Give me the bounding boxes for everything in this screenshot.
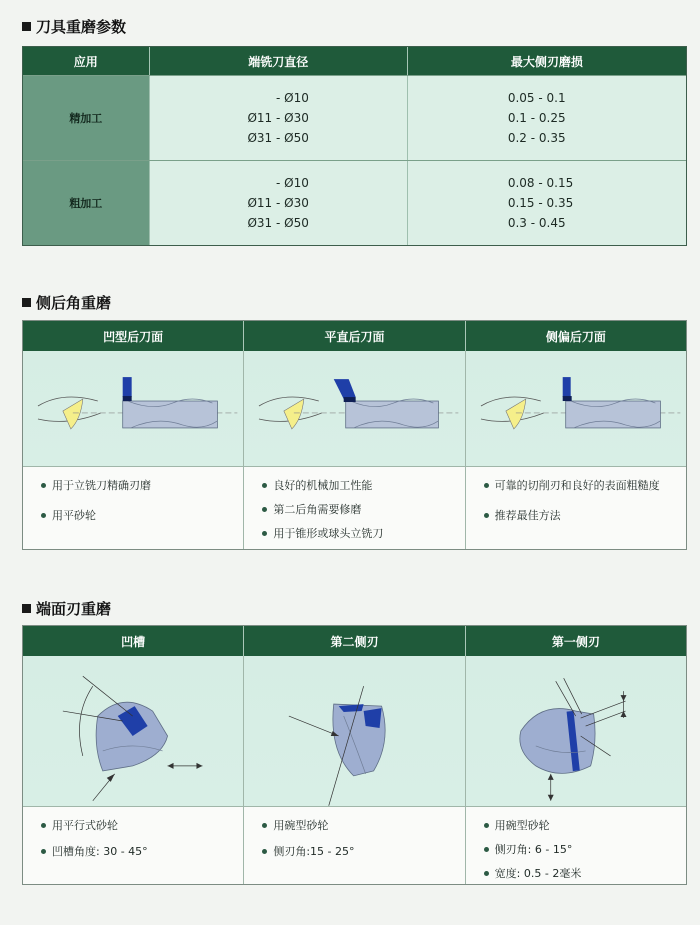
wear-value: 0.08 - 0.15 xyxy=(507,176,574,190)
header-second-edge: 第二侧刃 xyxy=(244,626,465,656)
end-grinding-table xyxy=(22,625,687,885)
bullet-icon xyxy=(262,483,267,488)
relief-header-row xyxy=(23,321,686,351)
flat-flank-diagram xyxy=(244,351,465,466)
concave-flank-diagram xyxy=(23,351,244,466)
relief-section-title: 侧后角重磨 xyxy=(22,292,111,313)
diameter-value: Ø11 - Ø30 xyxy=(247,196,309,210)
bullet-icon xyxy=(262,507,267,512)
eccentric-flank-diagram xyxy=(466,351,686,466)
second-edge-diagram xyxy=(244,656,465,806)
header-concave-flank: 凹型后刀面 xyxy=(23,321,244,351)
wear-value: 0.2 - 0.35 xyxy=(507,131,566,145)
diameter-cell xyxy=(150,76,408,160)
wear-cell xyxy=(408,161,686,245)
header-application: 应用 xyxy=(23,47,150,75)
application-cell: 精加工 xyxy=(23,76,150,160)
list-item: 用碗型砂轮 xyxy=(262,817,464,833)
wear-cell xyxy=(408,76,686,160)
list-item: 侧刃角: 6 - 15° xyxy=(484,841,686,857)
header-eccentric-flank: 侧偏后刀面 xyxy=(545,329,606,344)
list-item: 用于立铣刀精确刃磨 xyxy=(41,477,243,493)
list-item: 推荐最佳方法 xyxy=(484,507,686,523)
bullet-icon xyxy=(262,531,267,536)
application-cell: 粗加工 xyxy=(23,161,150,245)
end-notes-row xyxy=(23,806,686,884)
bullet-icon xyxy=(484,483,489,488)
endmill-end-illustration xyxy=(23,656,243,806)
list-item: 凹槽角度: 30 - 45° xyxy=(41,843,243,859)
header-diameter: 端铣刀直径 xyxy=(150,47,408,75)
header-max-wear: 最大侧刃磨损 xyxy=(510,54,583,69)
square-bullet-icon xyxy=(22,604,31,613)
relief-grinding-table xyxy=(22,320,687,550)
first-edge-diagram xyxy=(466,656,686,806)
header-first-edge: 第一侧刃 xyxy=(551,634,600,649)
header-flat-flank: 平直后刀面 xyxy=(244,321,465,351)
bullet-icon xyxy=(262,823,267,828)
concave-flank-notes xyxy=(23,467,244,549)
wear-value: 0.05 - 0.1 xyxy=(507,91,566,105)
square-bullet-icon xyxy=(22,298,31,307)
end-section-title: 端面刃重磨 xyxy=(22,598,111,619)
end-diagrams-row xyxy=(23,656,686,806)
second-edge-notes xyxy=(244,807,465,884)
list-item: 宽度: 0.5 - 2毫米 xyxy=(484,865,686,881)
relief-diagrams-row xyxy=(23,351,686,466)
diameter-value: Ø31 - Ø50 xyxy=(247,216,309,230)
relief-notes-row xyxy=(23,466,686,549)
endmill-end-illustration xyxy=(244,656,464,806)
endmill-grinding-illustration xyxy=(244,351,464,466)
params-section-title: 刀具重磨参数 xyxy=(22,16,126,37)
diameter-value: - Ø10 xyxy=(275,176,309,190)
first-edge-notes xyxy=(466,807,686,884)
bullet-icon xyxy=(41,513,46,518)
end-header-row xyxy=(23,626,686,656)
bullet-icon xyxy=(262,849,267,854)
list-item: 侧刃角:15 - 25° xyxy=(262,843,464,859)
params-header-row xyxy=(23,47,686,75)
diameter-cell xyxy=(150,161,408,245)
bullet-icon xyxy=(41,849,46,854)
params-group-roughing xyxy=(23,160,686,245)
wear-value: 0.3 - 0.45 xyxy=(507,216,566,230)
gash-diagram xyxy=(23,656,244,806)
list-item: 可靠的切削刃和良好的表面粗糙度 xyxy=(484,477,686,493)
regrind-params-table xyxy=(22,46,687,246)
wear-value: 0.1 - 0.25 xyxy=(507,111,566,125)
gash-notes xyxy=(23,807,244,884)
bullet-icon xyxy=(484,847,489,852)
header-gash: 凹槽 xyxy=(23,626,244,656)
bullet-icon xyxy=(484,823,489,828)
endmill-grinding-illustration xyxy=(466,351,686,466)
bullet-icon xyxy=(484,871,489,876)
bullet-icon xyxy=(41,823,46,828)
endmill-grinding-illustration xyxy=(23,351,243,466)
bullet-icon xyxy=(484,513,489,518)
bullet-icon xyxy=(41,483,46,488)
list-item: 用于锥形或球头立铣刀 xyxy=(262,525,464,541)
diameter-value: Ø31 - Ø50 xyxy=(247,131,309,145)
diameter-value: - Ø10 xyxy=(275,91,309,105)
list-item: 用碗型砂轮 xyxy=(484,817,686,833)
diameter-value: Ø11 - Ø30 xyxy=(247,111,309,125)
list-item: 用平行式砂轮 xyxy=(41,817,243,833)
list-item: 良好的机械加工性能 xyxy=(262,477,464,493)
square-bullet-icon xyxy=(22,22,31,31)
flat-flank-notes xyxy=(244,467,465,549)
list-item: 用平砂轮 xyxy=(41,507,243,523)
params-group-finishing xyxy=(23,75,686,160)
wear-value: 0.15 - 0.35 xyxy=(507,196,574,210)
eccentric-flank-notes xyxy=(466,467,686,549)
list-item: 第二后角需要修磨 xyxy=(262,501,464,517)
endmill-end-illustration xyxy=(466,656,686,806)
